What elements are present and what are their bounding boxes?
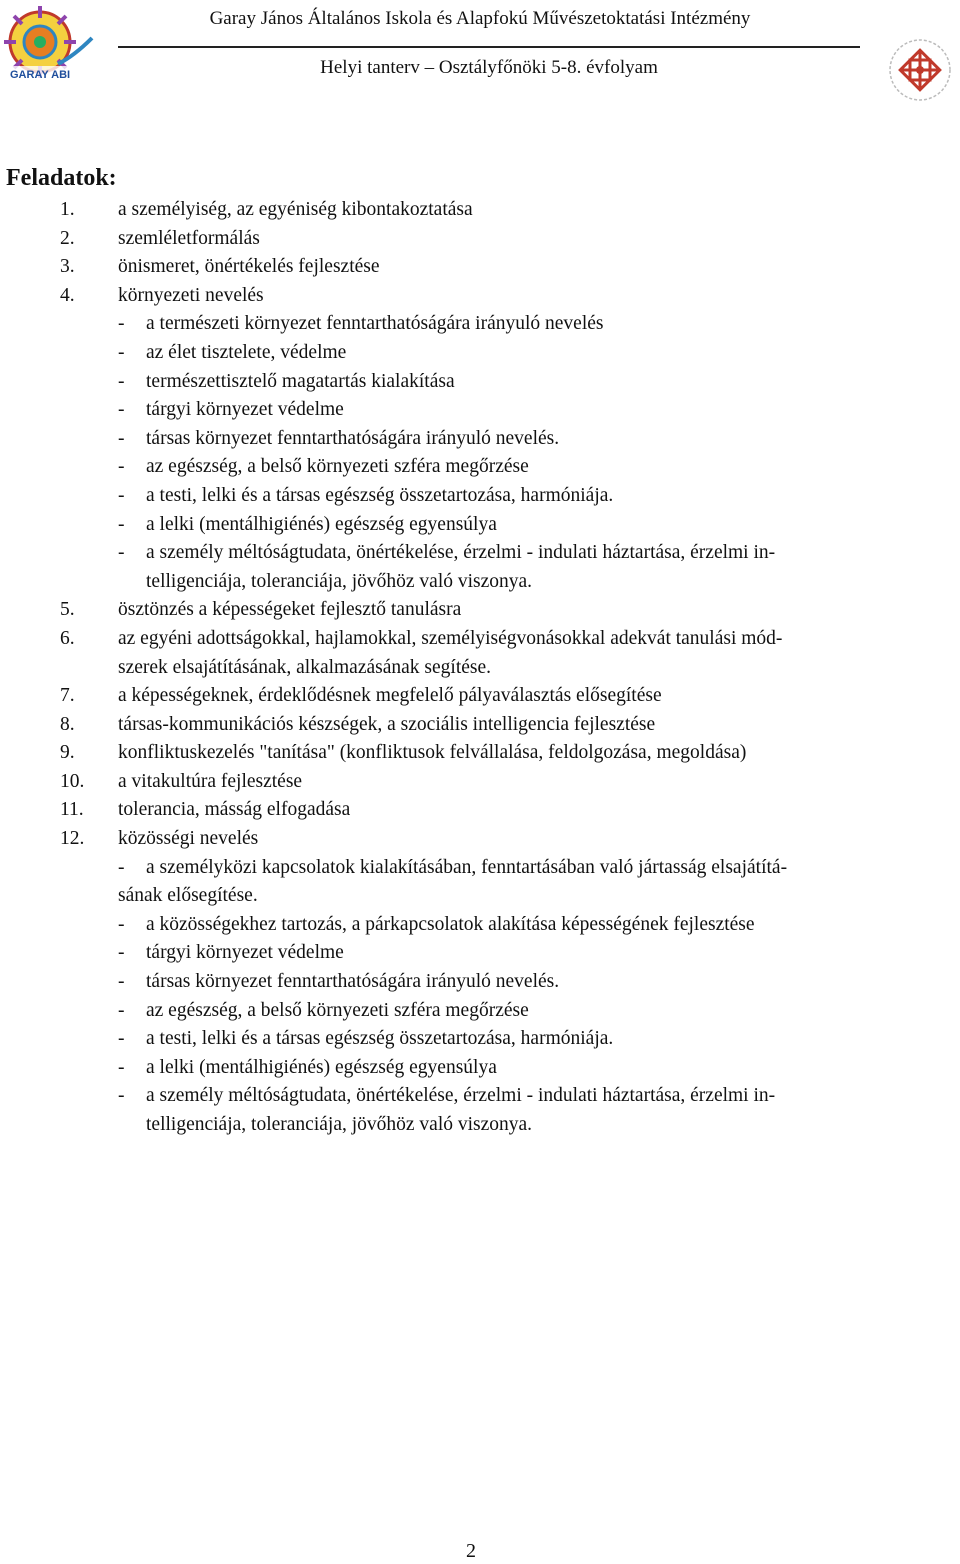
item-number: 6. — [60, 627, 75, 649]
numbered-item — [0, 253, 960, 282]
header-divider — [118, 46, 860, 48]
dash-bullet: - — [118, 456, 125, 478]
dash-bullet: - — [118, 999, 125, 1021]
bullet-item — [0, 339, 960, 368]
bullet-item — [0, 310, 960, 339]
item-text: önismeret, önértékelés fejlesztése — [118, 256, 380, 278]
continuation-text: telligenciája, toleranciája, jövőhöz való viszonya. — [146, 1114, 533, 1135]
item-number: 5. — [60, 599, 75, 621]
bullet-text: az egészség, a belső környezeti szféra megőrzése — [146, 456, 529, 478]
bullet-text: természettisztelő magatartás kialakítása — [146, 370, 455, 392]
item-text: a vitakultúra fejlesztése — [118, 770, 303, 792]
item-number: 4. — [60, 284, 75, 306]
numbered-item — [0, 625, 960, 654]
bullet-item — [0, 396, 960, 425]
item-text: ösztönzés a képességeket fejlesztő tanulásra — [118, 599, 462, 621]
item-number: 9. — [60, 742, 75, 764]
bullet-item — [0, 1054, 960, 1083]
dash-bullet: - — [118, 1056, 125, 1078]
item-text: konfliktuskezelés "tanítása" (konfliktusok felvállalása, feldolgozása, megoldása) — [118, 742, 747, 764]
numbered-item — [0, 196, 960, 225]
dash-bullet: - — [118, 1028, 125, 1050]
numbered-item — [0, 739, 960, 768]
section-title: Feladatok: — [6, 165, 117, 191]
continuation-line — [0, 568, 960, 597]
school-name: Garay János Általános Iskola és Alapfokú Művészetoktatási Intézmény — [209, 8, 751, 29]
numbered-item — [0, 796, 960, 825]
dash-bullet: - — [118, 427, 125, 449]
bullet-item — [0, 997, 960, 1026]
dash-bullet: - — [118, 913, 125, 935]
bullet-text: az egészség, a belső környezeti szféra megőrzése — [146, 999, 529, 1021]
numbered-item — [0, 596, 960, 625]
garay-abi-logo-icon — [2, 4, 98, 84]
bullet-text: az élet tisztelete, védelme — [146, 341, 347, 363]
item-number: 2. — [60, 227, 75, 249]
bullet-text: a személyközi kapcsolatok kialakításában, fenntartásában való jártasság elsajátítá- — [146, 856, 788, 878]
curriculum-subtitle: Helyi tanterv – Osztályfőnöki 5-8. évfolyam — [320, 57, 658, 78]
item-text: az egyéni adottságokkal, hajlamokkal, személyiségvonásokkal adekvát tanulási mód- — [118, 627, 783, 649]
bullet-item — [0, 453, 960, 482]
continuation-text: sának elősegítése. — [118, 885, 258, 907]
item-text: közösségi nevelés — [118, 828, 259, 850]
bullet-text: a személy méltóságtudata, önértékelése, érzelmi - indulati háztartása, érzelmi in- — [146, 1085, 776, 1107]
bullet-item — [0, 1025, 960, 1054]
item-text: társas-kommunikációs készségek, a szociális intelligencia fejlesztése — [118, 713, 656, 735]
item-number: 1. — [60, 199, 75, 220]
item-number: 11. — [60, 799, 84, 821]
item-text: környezeti nevelés — [118, 284, 264, 306]
bullet-text: a lelki (mentálhigiénés) egészség egyensúlya — [146, 513, 497, 535]
page-number: 2 — [466, 1540, 476, 1562]
page-header — [0, 0, 960, 110]
bullet-item — [0, 539, 960, 568]
dash-bullet: - — [118, 542, 125, 564]
item-text: tolerancia, másság elfogadása — [118, 799, 351, 821]
item-number: 12. — [60, 828, 85, 850]
bullet-item — [0, 939, 960, 968]
bullet-item — [0, 854, 960, 883]
dash-bullet: - — [118, 341, 125, 363]
bullet-item — [0, 968, 960, 997]
continuation-line — [0, 1111, 960, 1140]
item-number: 3. — [60, 256, 75, 278]
dash-bullet: - — [118, 856, 125, 878]
dash-bullet: - — [118, 370, 125, 392]
bullet-item — [0, 425, 960, 454]
bullet-item — [0, 482, 960, 511]
item-text: szemléletformálás — [118, 227, 260, 249]
bullet-text: a természeti környezet fenntarthatóságára irányuló nevelés — [146, 313, 604, 335]
ornament-seal-logo-icon — [884, 38, 956, 102]
bullet-text: a lelki (mentálhigiénés) egészség egyensúlya — [146, 1056, 497, 1078]
dash-bullet: - — [118, 484, 125, 506]
bullet-item — [0, 1082, 960, 1111]
dash-bullet: - — [118, 1085, 125, 1107]
bullet-text: társas környezet fenntarthatóságára irányuló nevelés. — [146, 427, 560, 449]
numbered-item — [0, 225, 960, 254]
item-number: 8. — [60, 713, 75, 735]
bullet-text: társas környezet fenntarthatóságára irányuló nevelés. — [146, 971, 560, 993]
item-text: a képességeknek, érdeklődésnek megfelelő pályaválasztás elősegítése — [118, 685, 662, 707]
bullet-text: a közösségekhez tartozás, a párkapcsolatok alakítása képességének fejlesztése — [146, 913, 755, 935]
dash-bullet: - — [118, 399, 125, 421]
dash-bullet: - — [118, 942, 125, 964]
numbered-item — [0, 682, 960, 711]
continuation-text: szerek elsajátításának, alkalmazásának segítése. — [118, 656, 492, 678]
logo-left-text: GARAY ABI — [10, 69, 71, 81]
numbered-item — [0, 825, 960, 854]
bullet-item — [0, 368, 960, 397]
dash-bullet: - — [118, 971, 125, 993]
item-number: 7. — [60, 685, 75, 707]
task-list — [0, 196, 960, 1140]
numbered-item — [0, 711, 960, 740]
bullet-text: tárgyi környezet védelme — [146, 399, 344, 421]
continuation-line — [0, 654, 960, 683]
bullet-item — [0, 911, 960, 940]
item-number: 10. — [60, 770, 85, 792]
dash-bullet: - — [118, 313, 125, 335]
bullet-text: a személy méltóságtudata, önértékelése, érzelmi - indulati háztartása, érzelmi in- — [146, 542, 776, 564]
bullet-text: a testi, lelki és a társas egészség összetartozása, harmóniája. — [146, 1028, 614, 1050]
numbered-item — [0, 768, 960, 797]
bullet-item — [0, 511, 960, 540]
continuation-text: telligenciája, toleranciája, jövőhöz való viszonya. — [146, 570, 533, 592]
bullet-text: a testi, lelki és a társas egészség összetartozása, harmóniája. — [146, 484, 614, 506]
numbered-item — [0, 282, 960, 311]
bullet-text: tárgyi környezet védelme — [146, 942, 344, 964]
continuation-line — [0, 882, 960, 911]
item-text: a személyiség, az egyéniség kibontakoztatása — [118, 199, 473, 220]
dash-bullet: - — [118, 513, 125, 535]
